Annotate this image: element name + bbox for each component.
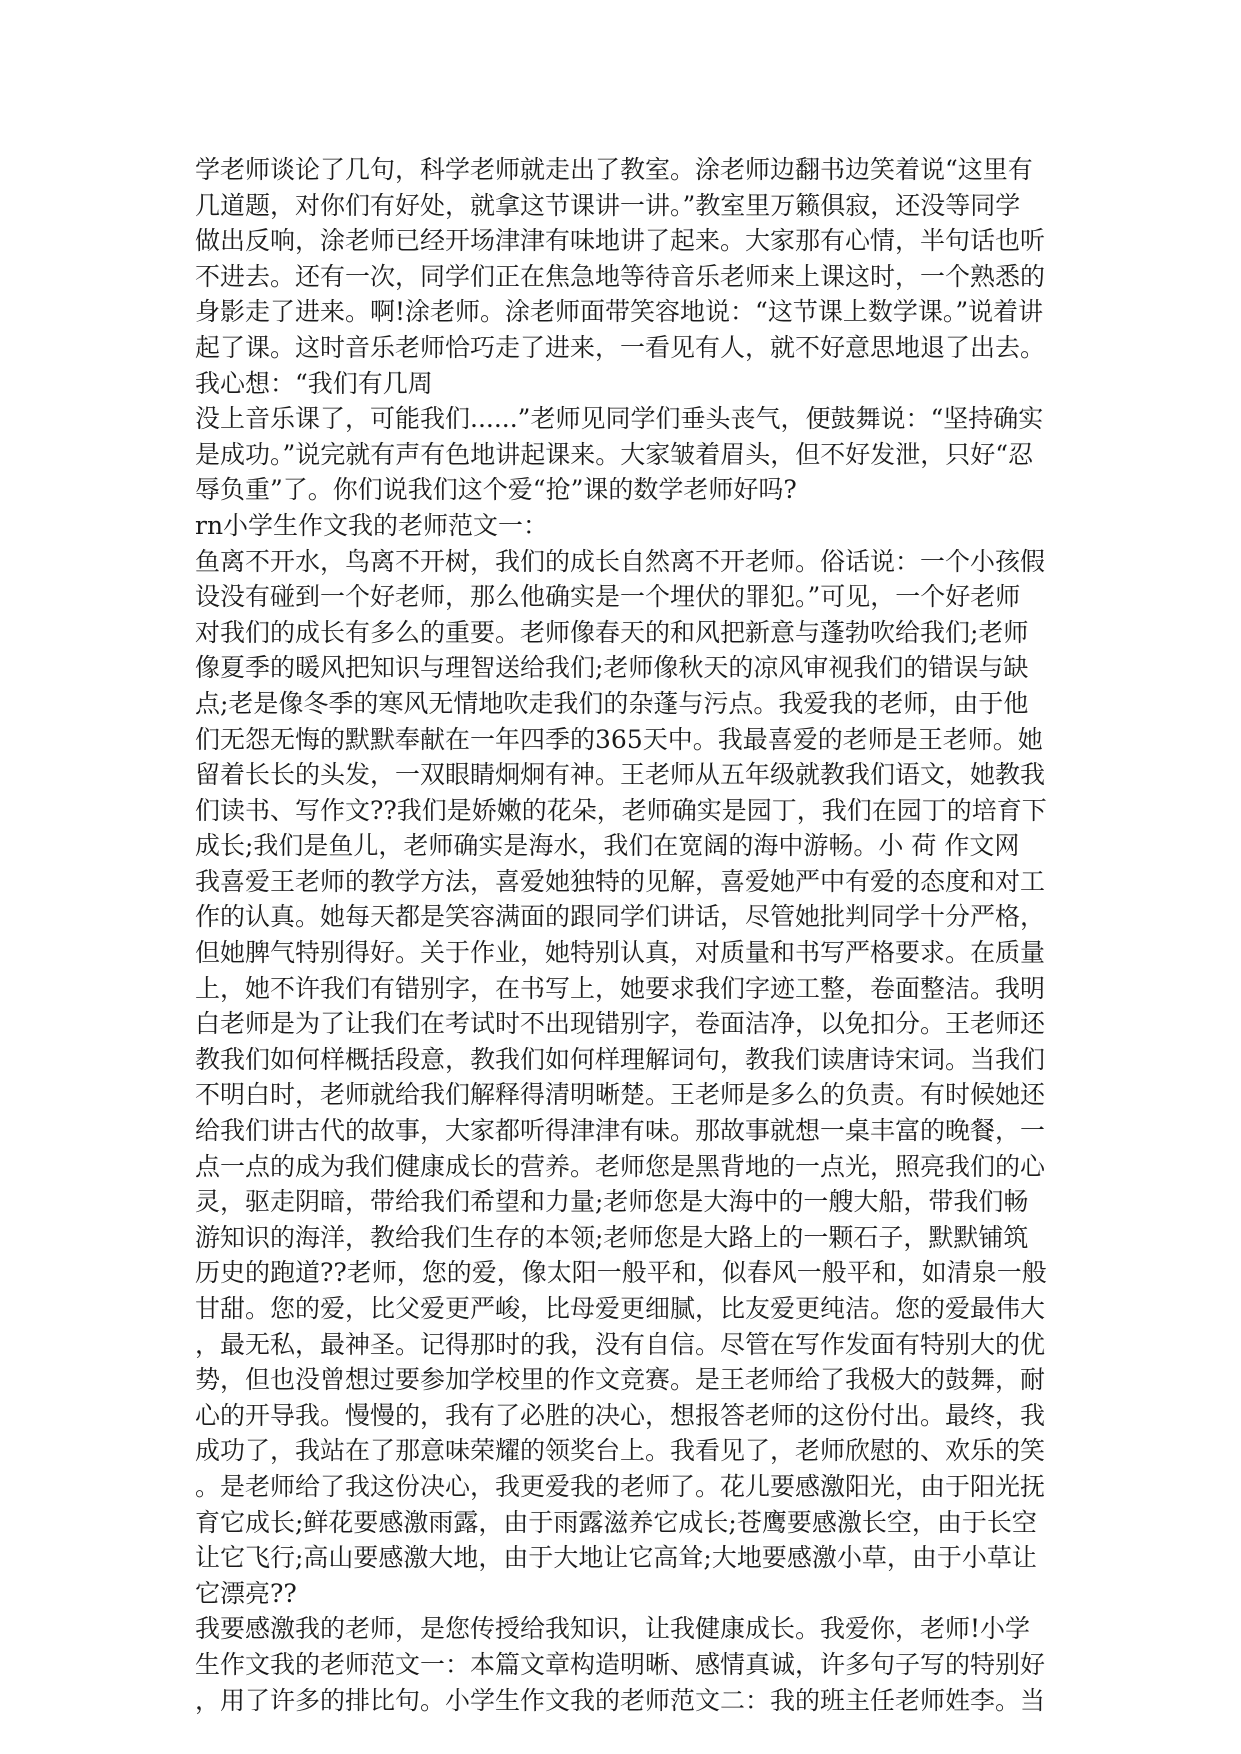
text-line: 做出反响，涂老师已经开场津津有味地讲了起来。大家那有心情，半句话也听 xyxy=(195,226,1046,256)
text-line: ，最无私，最神圣。记得那时的我，没有自信。尽管在写作发面有特别大的优 xyxy=(195,1329,1046,1359)
text-line: 成功了，我站在了那意味荣耀的领奖台上。我看见了，老师欣慰的、欢乐的笑 xyxy=(195,1436,1046,1466)
text-line: 们读书、写作文??我们是娇嫩的花朵，老师确实是园丁，我们在园丁的培育下 xyxy=(195,795,1047,825)
text-line: 我要感激我的老师，是您传授给我知识，让我健康成长。我爱你，老师!小学 xyxy=(195,1614,1031,1644)
text-line: 不明白时，老师就给我们解释得清明晰楚。王老师是多么的负责。有时候她还 xyxy=(195,1080,1046,1110)
text-line: rn小学生作文我的老师范文一： xyxy=(195,510,549,540)
text-line: 灵，驱走阴暗，带给我们希望和力量;老师您是大海中的一艘大船，带我们畅 xyxy=(195,1187,1029,1217)
text-line: 势，但也没曾想过要参加学校里的作文竞赛。是王老师给了我极大的鼓舞，耐 xyxy=(195,1365,1046,1395)
text-line: 作的认真。她每天都是笑容满面的跟同学们讲话，尽管她批判同学十分严格， xyxy=(195,902,1046,932)
text-line: 鱼离不开水，鸟离不开树，我们的成长自然离不开老师。俗话说：一个小孩假 xyxy=(195,546,1046,576)
text-line: 甘甜。您的爱，比父爱更严峻，比母爱更细腻，比友爱更纯洁。您的爱最伟大 xyxy=(195,1294,1046,1323)
text-line: 不进去。还有一次，同学们正在焦急地等待音乐老师来上课这时，一个熟悉的 xyxy=(195,261,1046,291)
text-line: 心的开导我。慢慢的，我有了必胜的决心，想报答老师的这份付出。最终，我 xyxy=(195,1400,1046,1430)
text-line: 但她脾气特别得好。关于作业，她特别认真，对质量和书写严格要求。在质量 xyxy=(195,938,1046,968)
text-line: 留着长长的头发，一双眼睛炯炯有神。王老师从五年级就教我们语文，她教我 xyxy=(195,760,1046,790)
text-line: 是成功。”说完就有声有色地讲起课来。大家皱着眉头，但不好发泄，只好“忍 xyxy=(195,439,1034,469)
text-line: 游知识的海洋，教给我们生存的本领;老师您是大路上的一颗石子，默默铺筑 xyxy=(195,1222,1029,1252)
text-line: 它漂亮?? xyxy=(195,1578,297,1608)
text-line: 像夏季的暖风把知识与理智送给我们;老师像秋天的凉风审视我们的错误与缺 xyxy=(195,653,1029,683)
text-line: 我心想：“我们有几周 xyxy=(195,368,433,398)
text-line: 对我们的成长有多么的重要。老师像春天的和风把新意与蓬勃吹给我们;老师 xyxy=(195,617,1029,647)
text-line: 上，她不许我们有错别字，在书写上，她要求我们字迹工整，卷面整洁。我明 xyxy=(195,973,1046,1003)
text-line: ，用了许多的排比句。小学生作文我的老师范文二：我的班主任老师姓李。当 xyxy=(195,1685,1046,1715)
text-line: 设没有碰到一个好老师，那么他确实是一个埋伏的罪犯。”可见，一个好老师 xyxy=(195,582,1021,612)
text-line: 给我们讲古代的故事，大家都听得津津有味。那故事就想一桌丰富的晚餐，一 xyxy=(195,1116,1046,1146)
text-line: 身影走了进来。啊!涂老师。涂老师面带笑容地说：“这节课上数学课。”说着讲 xyxy=(195,297,1044,327)
text-line: 成长;我们是鱼儿，老师确实是海水，我们在宽阔的海中游畅。小 荷 作文网 xyxy=(195,831,1020,861)
text-line: 点一点的成为我们健康成长的营养。老师您是黑背地的一点光，照亮我们的心 xyxy=(195,1151,1046,1181)
text-line: 起了课。这时音乐老师恰巧走了进来，一看见有人，就不好意思地退了出去。 xyxy=(195,332,1046,362)
text-line: 白老师是为了让我们在考试时不出现错别字，卷面洁净，以免扣分。王老师还 xyxy=(195,1009,1046,1039)
text-line: 学老师谈论了几句，科学老师就走出了教室。涂老师边翻书边笑着说“这里有 xyxy=(195,155,1033,184)
text-line: 点;老是像冬季的寒风无情地吹走我们的杂蓬与污点。我爱我的老师，由于他 xyxy=(195,688,1029,718)
text-line: 我喜爱王老师的教学方法，喜爱她独特的见解，喜爱她严中有爱的态度和对工 xyxy=(195,866,1046,896)
text-line: 教我们如何样概括段意，教我们如何样理解词句，教我们读唐诗宋词。当我们 xyxy=(195,1044,1046,1074)
text-line: 没上音乐课了，可能我们......”老师见同学们垂头丧气，便鼓舞说：“坚持确实 xyxy=(195,404,1044,434)
text-line: 让它飞行;高山要感激大地，由于大地让它高耸;大地要感激小草，由于小草让 xyxy=(195,1543,1037,1573)
text-line: 历史的跑道??老师，您的爱，像太阳一般平和，似春风一般平和，如清泉一般 xyxy=(195,1258,1047,1288)
text-line: 生作文我的老师范文一：本篇文章构造明晰、感情真诚，许多句子写的特别好 xyxy=(195,1649,1046,1679)
document-body xyxy=(195,152,1075,1718)
text-line: 育它成长;鲜花要感激雨露，由于雨露滋养它成长;苍鹰要感激长空，由于长空 xyxy=(195,1507,1037,1537)
text-line: 。是老师给了我这份决心，我更爱我的老师了。花儿要感激阳光，由于阳光抚 xyxy=(195,1471,1046,1501)
text-line: 们无怨无悔的默默奉献在一年四季的365天中。我最喜爱的老师是王老师。她 xyxy=(195,724,1043,754)
text-line: 辱负重”了。你们说我们这个爱“抢”课的数学老师好吗? xyxy=(195,475,797,505)
text-line: 几道题，对你们有好处，就拿这节课讲一讲。”教室里万籁俱寂，还没等同学 xyxy=(195,190,1021,220)
